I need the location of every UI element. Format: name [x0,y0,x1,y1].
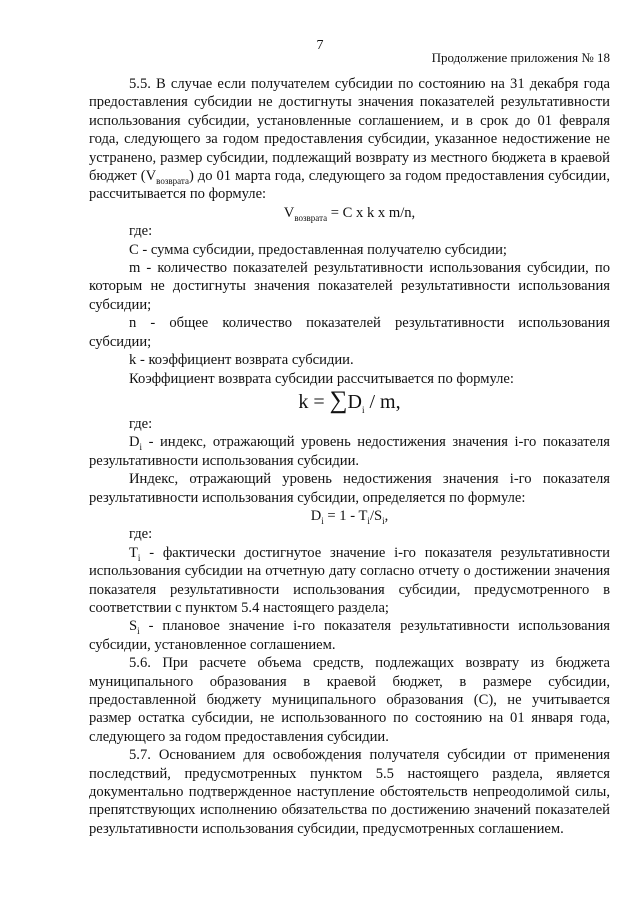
paragraph-5-5-text: 5.5. В случае если получателем субсидии по состоянию на 31 декабря года предоставления субсидии не достигнуты значения показателей результативности использования субсидии, установленные соглашением, и в срок до 01 февраля года, следующего за годом предоставления субсидии, указанное недостижение не устранено, размер субсидии, подлежащий возврату из местного бюджета в краевой бюджет (V [89,76,610,185]
definition-m: m - количество показателей результативности использования субсидии, по которым не достигнуты значения показателей результативности использования субсидии; [89,260,610,313]
document-body [89,75,610,838]
si-text: - плановое значение i-го показателя результативности использования субсидии, установленное соглашением. [89,618,610,653]
formula-coefficient [89,388,610,415]
ti-symbol: T [129,544,138,561]
index-intro: Индекс, отражающий уровень недостижения значения i-го показателя результативности использования субсидии, определяется по формуле: [89,471,610,506]
formula-v: V [283,204,295,221]
formula-index [89,507,610,525]
di-subscript: i [139,442,143,453]
paragraph-5-6: 5.6. При расчете объема средств, подлежащих возврату из бюджета муниципального образования в краевой бюджет, в размере субсидии, предоставленной бюджету муниципального образования (С), не учитывается размер остатка субсидии, не использованного по состоянию на 01 января года, следующего за годом предоставления субсидии. [89,655,610,745]
f3-sub2: i [367,515,370,526]
where-label: где: [129,223,153,240]
f3-slash: /S [369,507,383,524]
f3-sub1: i [321,515,324,526]
di-text: - индекс, отражающий уровень недостижения значения i-го показателя результативности использования субсидии. [89,434,610,469]
where-label-3: где: [129,526,153,543]
paragraph-5-5 [89,75,610,204]
si-symbol: S [129,618,138,635]
definition-n: n - общее количество показателей результативности использования субсидии; [89,315,610,350]
f3-sub3: i [382,515,385,526]
appendix-continuation: Продолжение приложения № 18 [431,50,610,65]
ti-subscript: i [137,552,141,563]
f3-mid: = 1 - T [323,507,368,524]
formula-k-lhs: k = [298,390,330,413]
si-subscript: i [137,626,140,637]
formula-rhs: = С х k х m/n, [327,204,416,221]
formula-d: D [347,390,362,413]
paragraph-5-7: 5.7. Основанием для освобождения получателя субсидии от применения последствий, предусмотренных пунктом 5.5 настоящего раздела, является документально подтвержденное наступление обстоятельств непреодолимой силы, препятствующих исполнению обязательства по достижению значений показателей результативности использования субсидии, предусмотренных соглашением. [89,747,610,837]
subscript-return: возврата [156,175,189,186]
formula-d-subscript: i [361,404,365,415]
formula-v-subscript: возврата [294,212,328,223]
di-symbol: D [129,434,140,451]
page-number: 7 [316,38,324,53]
coefficient-intro: Коэффициент возврата субсидии рассчитывается по формуле: [129,370,514,387]
formula-return-volume [89,204,610,222]
definition-k: k - коэффициент возврата субсидии. [129,352,354,369]
definition-c: С - сумма субсидии, предоставленная получателю субсидии; [129,241,507,258]
sum-symbol: ∑ [329,386,348,414]
formula-k-rest: / m, [364,390,401,413]
where-label-2: где: [129,415,153,432]
f3-d: D [310,507,322,524]
f3-end: , [384,507,389,524]
ti-text: - фактически достигнутое значение i-го показателя результативности использования субсидии на отчетную дату согласно отчету о достижении значения показателя результативности использования субсидии, предусмотренного в соответствии с пунктом 5.4 настоящего раздела; [89,544,610,616]
definition-si [89,617,610,654]
definition-di [89,433,610,470]
paragraph-5-5-text-end: ) до 01 марта года, следующего за годом предоставления субсидии, рассчитывается по формуле: [89,168,610,203]
definition-ti [89,544,610,618]
